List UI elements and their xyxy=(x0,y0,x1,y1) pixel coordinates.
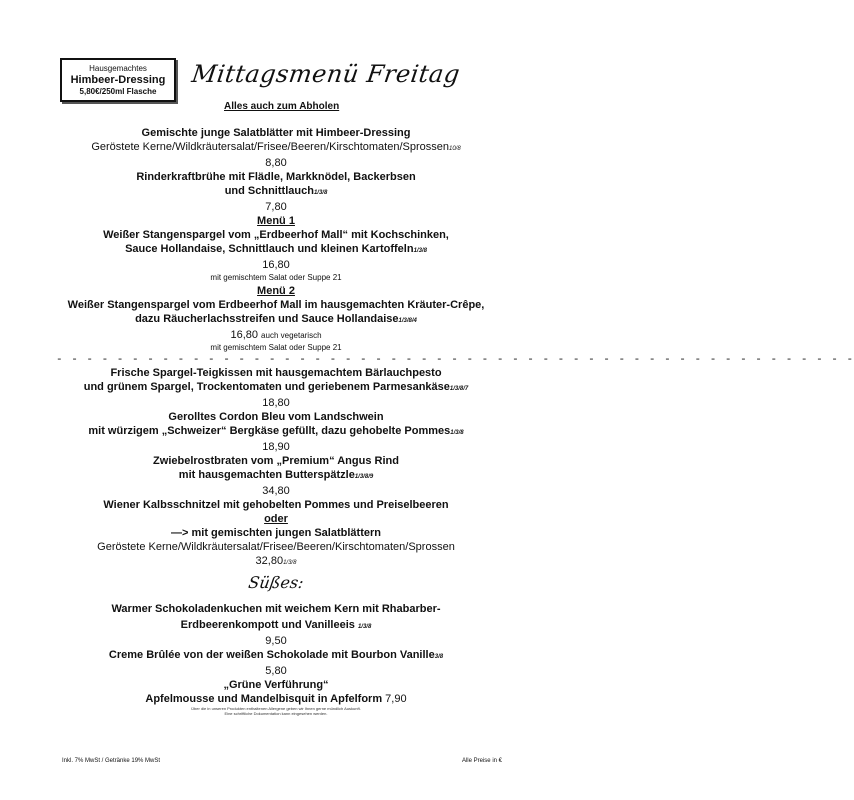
promo-line-1: Hausgemachtes xyxy=(89,64,147,73)
sweet-1-price: 9,50 xyxy=(265,635,287,647)
item-4-a: Gerolltes Cordon Bleu vom Landschwein xyxy=(168,411,384,423)
sweet-3-a: „Grüne Verführung“ xyxy=(223,679,329,691)
takeaway-note: Alles auch zum Abholen xyxy=(224,101,340,112)
allergen-fineprint-2: Eine schriftliche Dokumentation kann eingesehen werden. xyxy=(224,711,328,716)
item-3-a: Frische Spargel-Teigkissen mit hausgemachtem Bärlauchpesto xyxy=(110,367,442,379)
section-divider: - - - - - - - - - - - - - - - - - - - - - - - - - - - - - - - - - - - - - - - - - - - - - - - - - - - - - xyxy=(56,354,854,366)
item-6-b: —> mit gemischten jungen Salatblättern xyxy=(171,527,381,539)
item-5-a: Zwiebelrostbraten vom „Premium“ Angus Rind xyxy=(153,455,399,467)
promo-line-3: 5,80€/250ml Flasche xyxy=(79,87,157,96)
item-1-name: Gemischte junge Salatblätter mit Himbeer-Dressing xyxy=(141,127,411,139)
item-6-a: Wiener Kalbsschnitzel mit gehobelten Pommes und Preiselbeeren xyxy=(103,499,449,511)
item-4-b: mit würzigem „Schweizer“ Bergkäse gefüllt, dazu gehobelte Pommes1/3/8 xyxy=(88,425,464,437)
item-6-oder: oder xyxy=(264,513,288,525)
sweets-heading: Süßes: xyxy=(247,573,305,592)
item-1-desc: Geröstete Kerne/Wildkräutersalat/Frisee/Beeren/Kirschtomaten/Sprossen10/8 xyxy=(91,141,461,153)
sweet-1-a: Warmer Schokoladenkuchen mit weichem Kern mit Rhabarber- xyxy=(111,603,441,615)
promo-line-2: Himbeer-Dressing xyxy=(70,74,166,86)
sweet-1-b: Erdbeerenkompott und Vanilleeis 1/3/8 xyxy=(180,619,372,631)
item-5-b: mit hausgemachten Butterspätzle1/3/8/9 xyxy=(178,469,374,481)
page-title: Mittagsmenü Freitag xyxy=(190,60,462,88)
menu-1-a: Weißer Stangenspargel vom „Erdbeerhof Mall“ mit Kochschinken, xyxy=(103,229,449,241)
menu-2-a: Weißer Stangenspargel vom Erdbeerhof Mall im hausgemachten Kräuter-Crêpe, xyxy=(67,299,485,311)
menu-1-price: 16,80 xyxy=(262,259,290,271)
menu-body xyxy=(0,126,854,716)
menu-1-label: Menü 1 xyxy=(257,215,295,227)
sweet-2-a: Creme Brûlée von der weißen Schokolade mit Bourbon Vanille3/8 xyxy=(108,649,444,661)
item-2-name-b: und Schnittlauch1/3/8 xyxy=(224,185,328,197)
dressing-promo-box xyxy=(60,58,176,102)
item-2-price: 7,80 xyxy=(265,201,287,213)
item-6-price: 32,801/3/8 xyxy=(255,555,297,567)
item-3-b: und grünem Spargel, Trockentomaten und geriebenem Parmesankäse1/3/8/7 xyxy=(83,381,469,393)
item-5-price: 34,80 xyxy=(262,485,290,497)
item-2-name-a: Rinderkraftbrühe mit Flädle, Markknödel, Backerbsen xyxy=(136,171,416,183)
sweet-2-price: 5,80 xyxy=(265,665,287,677)
item-3-price: 18,80 xyxy=(262,397,290,409)
item-4-price: 18,90 xyxy=(262,441,290,453)
allergen-fineprint-1: Über die in unseren Produkten enthaltenen Allergene geben wir Ihnen gerne mündlich Auskunft. xyxy=(191,706,361,711)
menu-2-label: Menü 2 xyxy=(257,285,295,297)
sweet-3-b: Apfelmousse und Mandelbisquit in Apfelform 7,90 xyxy=(145,693,407,705)
item-6-desc: Geröstete Kerne/Wildkräutersalat/Frisee/Beeren/Kirschtomaten/Sprossen xyxy=(97,541,455,553)
menu-2-price: 16,80 auch vegetarisch xyxy=(230,329,322,341)
menu-1-note: mit gemischtem Salat oder Suppe 21 xyxy=(210,273,342,282)
currency-note: Alle Preise in € xyxy=(461,758,502,764)
menu-2-note: mit gemischtem Salat oder Suppe 21 xyxy=(210,343,342,352)
tax-note: Inkl. 7% MwSt / Getränke 19% MwSt xyxy=(62,758,161,764)
menu-2-b: dazu Räucherlachsstreifen und Sauce Hollandaise1/3/8/4 xyxy=(135,313,417,325)
item-1-price: 8,80 xyxy=(265,157,287,169)
menu-1-b: Sauce Hollandaise, Schnittlauch und kleinen Kartoffeln1/3/8 xyxy=(125,243,427,255)
